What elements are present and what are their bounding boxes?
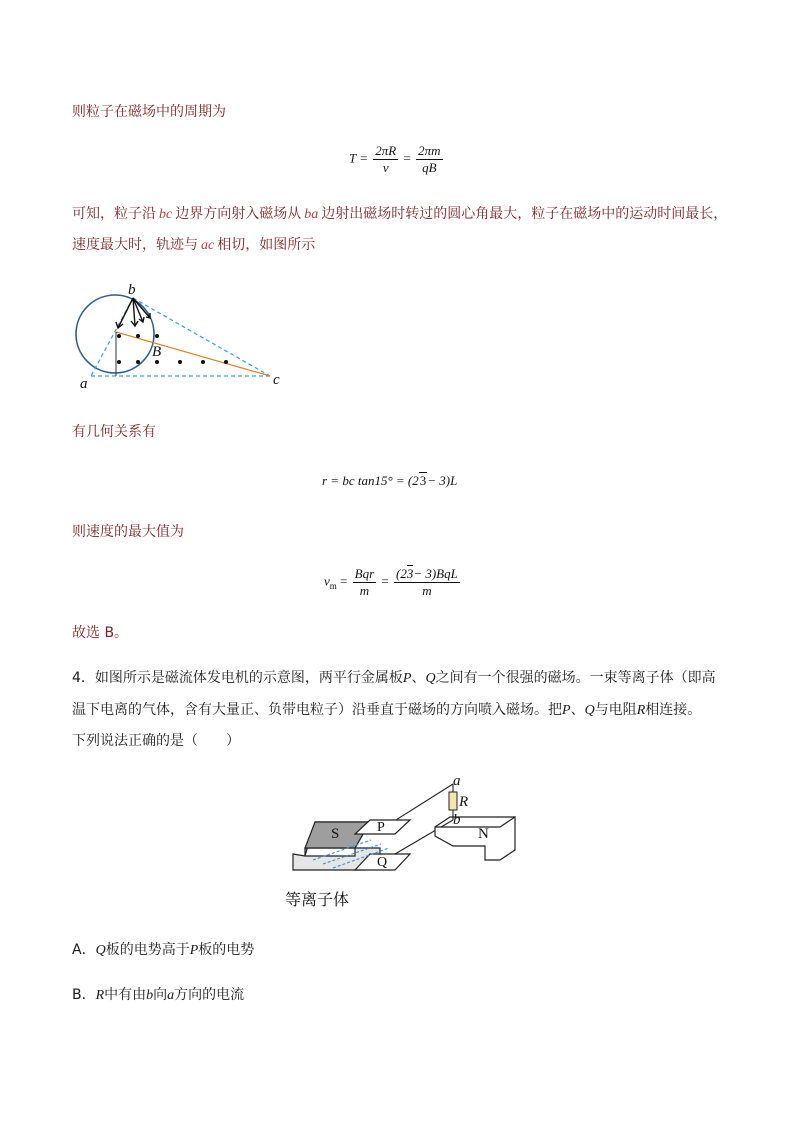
radius-text: r = bc tan15° = (2 [322,473,419,488]
resistor [449,792,457,810]
period-frac1-den: v [382,160,389,175]
q4-l2-c: 相连接。 [645,702,702,718]
vmax-eq: = [340,573,348,589]
vmax-frac2-den: m [422,583,432,598]
period-eq: = [403,150,411,166]
known-text-3: 边射出磁场时转过的圆心角最大，粒子在磁场中的运动时间最长， [321,206,728,222]
label-wire-a: a [453,773,461,789]
vmax-sub: m [329,581,337,592]
q4-line-1 [72,669,716,688]
label-a: a [80,376,88,392]
geometry-line: 有几何关系有 [72,424,156,440]
option-a-v2: P [189,943,199,958]
answer-line: 故选 B。 [72,625,129,641]
option-b-post: 方向的电流 [174,987,245,1003]
vmax-lhs: v [324,573,330,589]
plasma-caption: 等离子体 [285,890,350,909]
radius-tail: − 3)L [427,473,458,488]
option-b-mid2: 向 [153,987,168,1003]
q4-l2-b: 与电阻 [594,702,637,718]
known-var-bc: bc [159,207,173,222]
label-wire-b: b [453,812,461,828]
option-a-prefix: A． [72,942,96,958]
q4-l2-a: 温下电离的气体，含有大量正、负带电粒子）沿垂直于磁场的方向喷入磁场。把 [72,702,562,718]
label-N: N [478,826,489,842]
vmax-frac1 [353,566,377,599]
vmax-frac1-den: m [359,583,370,598]
vmax-frac2-num-a: (2 [395,566,407,581]
q4-line-3: 下列说法正确的是（ ） [72,733,240,749]
q4-l2-q: Q [584,703,595,718]
option-b-mid: 中有由 [104,987,147,1003]
period-frac2-den: qB [422,160,437,175]
label-P: P [377,820,385,835]
q4-l1-a: 4．如图所示是磁流体发电机的示意图，两平行金属板 [72,670,403,686]
period-frac1-num: 2πR [375,143,397,158]
q4-line-2 [72,701,701,720]
period-frac1 [373,143,398,176]
orange-radius-line [116,332,270,376]
label-Q: Q [377,855,388,870]
trajectory-figure [70,278,295,393]
vmax-frac2-num-sqrt: 3 [406,566,414,581]
period-lhs: T = [349,150,369,166]
max-speed-line: 则速度的最大值为 [72,524,184,540]
label-S: S [331,826,340,842]
velocity-arrows [116,298,150,328]
q4-l2-sep: 、 [570,702,585,718]
known-text-2: 边界方向射入磁场从 [175,206,302,222]
vmax-frac1-num: Bqr [354,566,375,581]
q4-l1-q: Q [425,671,436,686]
q4-l2-r: R [636,703,646,718]
speed-var-ac: ac [201,238,215,253]
known-text-1: 可知，粒子沿 [72,206,156,222]
radius-formula [322,473,457,489]
speed-text-2: 相切，如图所示 [217,237,316,253]
q4-l2-p: P [562,703,571,718]
mhd-generator-figure [285,772,525,912]
known-var-ba: ba [304,207,319,222]
period-frac2 [416,143,442,176]
option-b-prefix: B． [72,987,96,1003]
option-b-v3: a [167,988,175,1003]
q4-l1-p: P [402,671,412,686]
speed-text-1: 速度最大时，轨迹与 [72,237,198,253]
option-a[interactable] [72,941,254,960]
option-b[interactable] [72,986,244,1005]
period-intro: 则粒子在磁场中的周期为 [72,104,226,120]
label-B: B [152,344,162,360]
speed-line [72,236,315,255]
option-b-v2: b [146,988,154,1003]
q4-l1-sep: 、 [411,670,426,686]
option-a-mid: 板的电势高于 [105,942,190,958]
vmax-frac2-num-b: − 3)BqL [413,566,458,581]
option-a-v1: Q [95,943,106,958]
radius-sqrt: 3 [419,473,427,488]
period-formula [349,143,445,176]
period-frac2-num: 2πm [418,143,441,158]
q4-l1-b: 之间有一个很强的磁场。一束等离子体（即高 [435,670,716,686]
label-c: c [273,372,280,388]
label-b: b [128,282,136,298]
option-a-post: 板的电势 [198,942,255,958]
vmax-frac2 [394,566,460,599]
vmax-formula [324,566,462,599]
option-b-v1: R [95,988,105,1003]
label-R: R [459,794,469,810]
trajectory-circle [76,295,154,373]
known-line [72,205,727,224]
vmax-eq2: = [381,573,389,589]
